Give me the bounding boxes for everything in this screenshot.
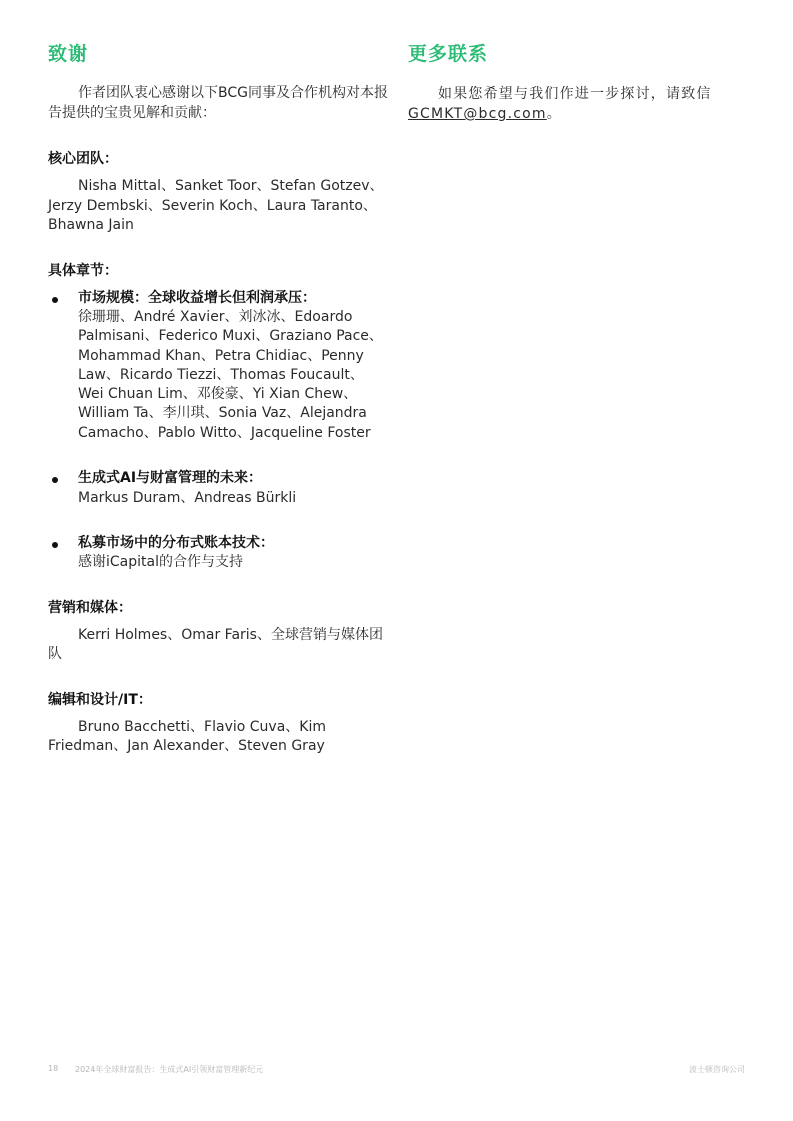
chapter-title: 生成式AI与财富管理的未来：	[78, 470, 263, 487]
chapter-list	[48, 289, 388, 573]
editing-block	[48, 690, 388, 757]
chapter-title: 私募市场中的分布式账本技术：	[78, 534, 274, 551]
bullet-icon	[52, 542, 58, 548]
list-item	[48, 534, 388, 573]
core-team-block	[48, 149, 388, 236]
list-item	[48, 469, 388, 508]
marketing-heading: 营销和媒体：	[48, 599, 132, 616]
chapter-contributors: 感谢iCapital的合作与支持	[78, 554, 243, 571]
page-number: 18	[48, 1064, 59, 1073]
contact-message: 如果您希望与我们作进一步探讨，请致信	[438, 86, 712, 102]
chapter-title: 市场规模：全球收益增长但利润承压：	[78, 289, 316, 306]
contact-suffix: 。	[546, 106, 562, 122]
acknowledgements-column	[48, 40, 388, 782]
chapter-contributors: 徐珊珊、André Xavier、刘冰冰、Edoardo Palmisani、Federico Muxi、Graziano Pace、Mohammad Khan、Petra Chidiac、Penny Law、Ricardo Tiezzi、Thomas Foucault、Wei Chuan Lim、邓俊豪、Yi Xian Chew、William Ta、李川琪、Sonia Vaz、Alejandra Camacho、Pablo Witto、Jacqueline Foster	[78, 309, 383, 441]
chapters-heading: 具体章节：	[48, 262, 118, 279]
list-item	[48, 289, 388, 444]
contact-email-link[interactable]: GCMKT@bcg.com	[408, 106, 547, 122]
contact-text	[408, 84, 748, 124]
acknowledgements-intro-block	[48, 84, 388, 123]
core-team-names: Nisha Mittal、Sanket Toor、Stefan Gotzev、Jerzy Dembski、Severin Koch、Laura Taranto、Bhawna Jain	[48, 178, 384, 233]
editing-heading: 编辑和设计/IT：	[48, 691, 152, 708]
contact-column	[408, 40, 748, 124]
chapter-contributors: Markus Duram、Andreas Bürkli	[78, 489, 297, 506]
editing-names: Bruno Bacchetti、Flavio Cuva、Kim Friedman、Jan Alexander、Steven Gray	[48, 718, 326, 755]
marketing-names: Kerri Holmes、Omar Faris、全球营销与媒体团队	[48, 626, 383, 663]
acknowledgements-title: 致谢	[48, 43, 89, 65]
chapters-block	[48, 261, 388, 573]
acknowledgements-intro: 作者团队衷心感谢以下BCG同事及合作机构对本报告提供的宝贵见解和贡献：	[48, 85, 388, 121]
marketing-block	[48, 598, 388, 665]
bullet-icon	[52, 477, 58, 483]
bullet-icon	[52, 297, 58, 303]
footer-company: 波士顿咨询公司	[689, 1065, 745, 1074]
contact-title: 更多联系	[408, 43, 489, 65]
footer-report-title: 2024年全球财富报告：生成式AI引领财富管理新纪元	[75, 1065, 264, 1074]
core-team-heading: 核心团队：	[48, 151, 118, 167]
